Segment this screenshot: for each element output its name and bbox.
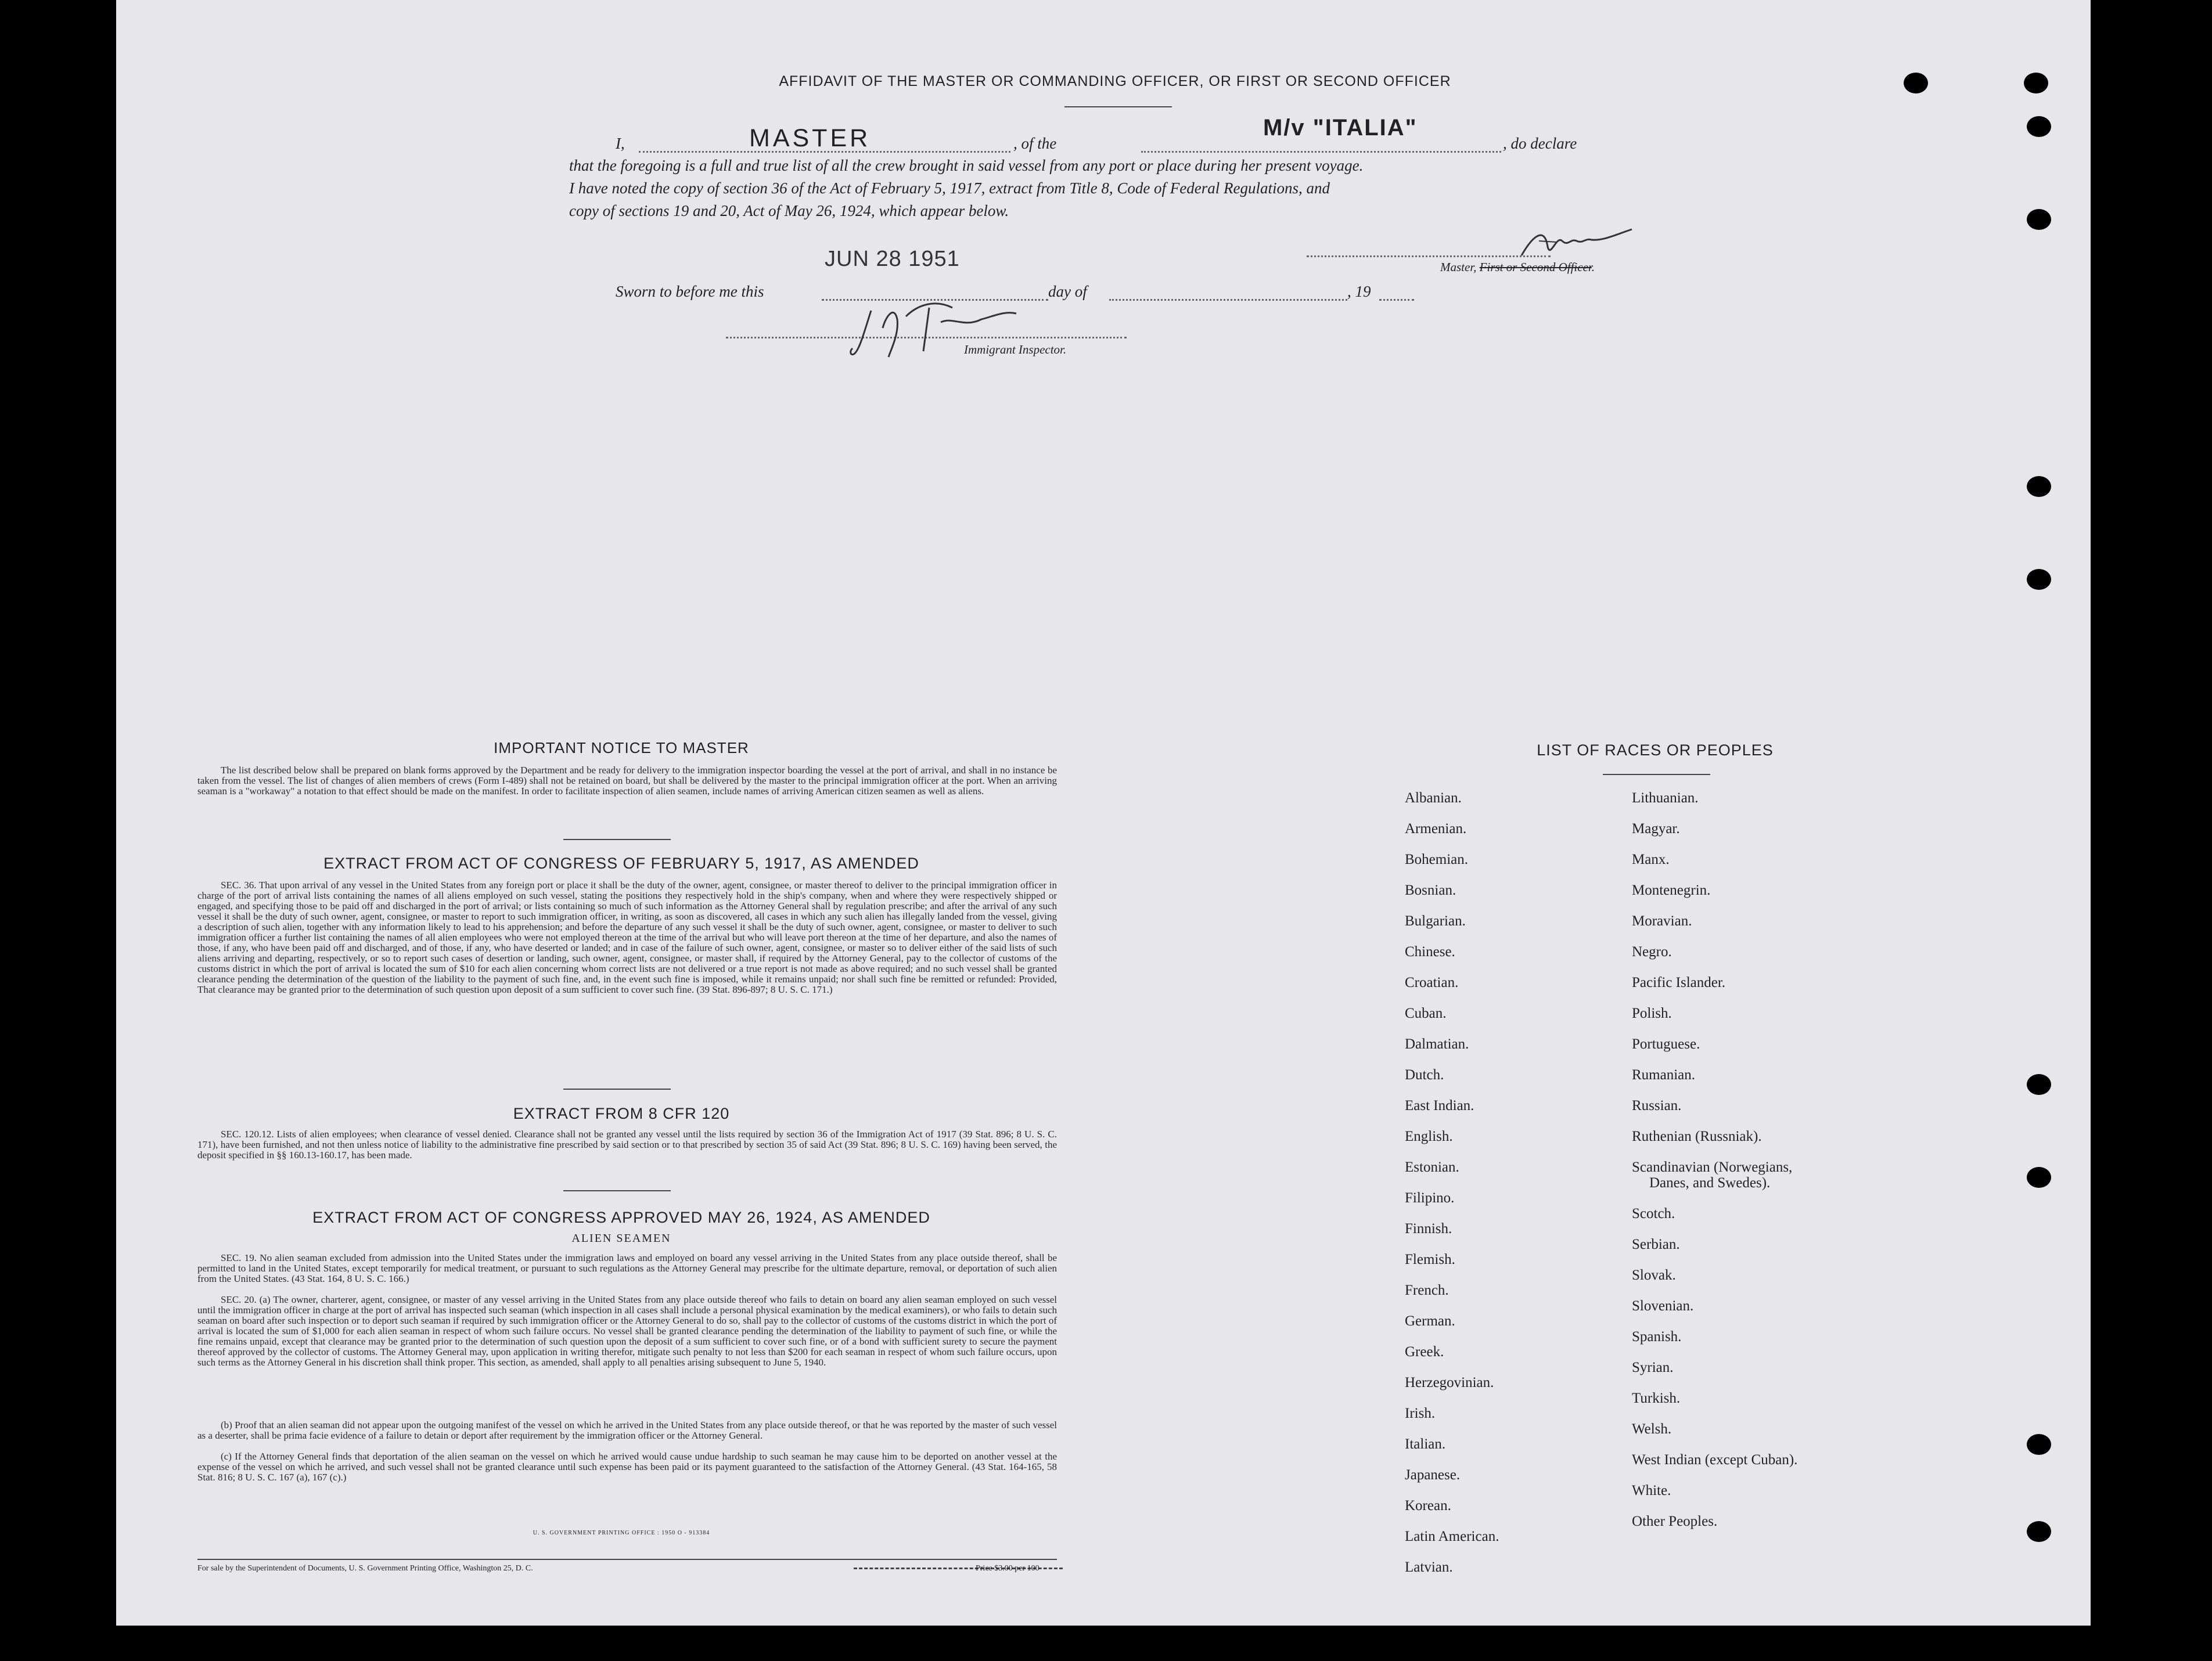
races-title: LIST OF RACES OR PEOPLES xyxy=(1537,741,1774,759)
declaration-line-3: I have noted the copy of section 36 of the Act of February 5, 1917, extract from Title 8, Code of Federal Regulations, and xyxy=(569,179,1330,197)
race-item: Welsh. xyxy=(1632,1421,1672,1437)
race-item: Bosnian. xyxy=(1405,882,1456,898)
punch-hole xyxy=(2027,1521,2051,1542)
races-column-1 xyxy=(1405,783,1499,1583)
race-item: Japanese. xyxy=(1405,1467,1461,1483)
notice-title: IMPORTANT NOTICE TO MASTER xyxy=(494,739,749,756)
race-item: German. xyxy=(1405,1313,1455,1329)
race-item: Scotch. xyxy=(1632,1206,1675,1222)
race-item: Other Peoples. xyxy=(1632,1514,1718,1529)
race-item: Latin American. xyxy=(1405,1529,1499,1544)
race-item: Albanian. xyxy=(1405,790,1462,806)
act-1917-title: EXTRACT FROM ACT OF CONGRESS OF FEBRUARY 5, 1917, AS AMENDED xyxy=(323,855,919,872)
race-item: Flemish. xyxy=(1405,1252,1455,1267)
race-item: Greek. xyxy=(1405,1344,1444,1360)
notice-text: The list described below shall be prepared on blank forms approved by the Department and be ready for delivery to the immigration inspector boarding the vessel at the port of arrival, and shall in no instance be taken from the vessel. The list of changes of alien members of crews (Form I-489) shall not be retained on board, but shall be delivered by the master to the principal immigration officer at the port. When an arriving seaman is a "workaway" a notation to that effect should be made on the manifest. In order to facilitate inspection of alien seamen, include names of arriving American citizen seamen as well as aliens. xyxy=(197,765,1057,797)
race-item: Rumanian. xyxy=(1632,1067,1696,1083)
divider xyxy=(563,1190,671,1191)
declaration-line-2: that the foregoing is a full and true list of all the crew brought in said vessel from any port or place during her present voyage. xyxy=(569,157,1364,174)
race-item: West Indian (except Cuban). xyxy=(1632,1452,1798,1468)
race-item: Magyar. xyxy=(1632,821,1680,837)
race-item: Dalmatian. xyxy=(1405,1036,1469,1052)
race-item: Herzegovinian. xyxy=(1405,1375,1494,1390)
races-column-2 xyxy=(1632,783,1797,1537)
race-item: Filipino. xyxy=(1405,1190,1455,1206)
race-item: Pacific Islander. xyxy=(1632,975,1726,990)
race-item: Spanish. xyxy=(1632,1329,1682,1345)
race-item: Cuban. xyxy=(1405,1006,1447,1021)
alien-seamen-heading: ALIEN SEAMEN xyxy=(571,1232,671,1245)
race-item: Danes, and Swedes). xyxy=(1649,1175,1771,1191)
race-item: Irish. xyxy=(1405,1406,1436,1421)
punch-hole xyxy=(2024,73,2048,93)
printing-office-note: U. S. GOVERNMENT PRINTING OFFICE : 1950 O - 913384 xyxy=(533,1530,710,1536)
race-item: Syrian. xyxy=(1632,1360,1674,1375)
footer-sale-note: For sale by the Superintendent of Documents, U. S. Government Printing Office, Washington 25, D. C. xyxy=(197,1564,533,1573)
punch-hole xyxy=(2027,1074,2051,1095)
race-item: English. xyxy=(1405,1129,1453,1144)
vessel-name: M/v "ITALIA" xyxy=(1263,115,1418,140)
race-item: Montenegrin. xyxy=(1632,882,1711,898)
date-stamp: JUN 28 1951 xyxy=(825,247,960,271)
master-label xyxy=(1440,260,1595,275)
inspector-label: Immigrant Inspector. xyxy=(964,343,1067,356)
footer-price: Price $3.00 per 100 xyxy=(976,1564,1040,1573)
section-36-text: SEC. 36. That upon arrival of any vessel in the United States from any foreign port or place it shall be the duty of the owner, agent, consignee, or master thereof to deliver to the principal immigration officer in charge of the port of arrival lists containing the names of all aliens employed on such vessel, stating the positions they respectively hold in the ship's company, when and where they were respectively shipped or engaged, and specifying those to be paid off and discharged in the port of arrival; or lists containing so much of such information as the Attorney General shall by regulation prescribe; and after the arrival of any such vessel it shall be the duty of such owner, agent, consignee, or master to report to such immigration officer, in writing, as soon as discovered, all cases in which any such alien has illegally landed from the vessel, giving a description of such alien, together with any information likely to lead to his apprehension; and before the departure of any such vessel it shall be the duty of such owner, agent, consignee, or master to deliver to such immigration officer a further list containing the names of all alien employees who were not employed thereon at the time of the arrival but who will leave port thereon at the time of her departure, and also the names of those, if any, who have been paid off and discharged, and of those, if any, who have deserted or landed; and in case of the failure of such owner, agent, consignee, or master so to deliver either of the said lists of such aliens arriving and departing, respectively, or so to report such cases of desertion or landing, such owner, agent, consignee, or master shall, if required by the Attorney General, pay to the collector of customs of the customs district in which the port of arrival is located the sum of $10 for each alien concerning whom correct lists are not delivered or a true report is not made as above required; and no such vessel shall be granted clearance pending the determination of the question of the liability to the payment of such fine, and, in the event such fine is imposed, while it remains unpaid; nor shall such fine be remitted or refunded: Provided, That clearance may be granted prior to the determination of such question upon deposit of a sum sufficient to cover such fine. (39 Stat. 896-897; 8 U. S. C. 171.) xyxy=(197,880,1057,995)
section-20c-text: (c) If the Attorney General finds that deportation of the alien seaman on the vessel on which he arrived would cause undue hardship to such seaman he may cause him to be deported on another vessel at the expense of the vessel on which he arrived, and such vessel shall not be granted clearance until such expense has been paid or its payment guaranteed to the satisfaction of the Attorney General. (43 Stat. 164-165, 58 Stat. 816; 8 U. S. C. 167 (a), 167 (c).) xyxy=(197,1451,1057,1483)
race-item: Korean. xyxy=(1405,1498,1451,1514)
document-sheet xyxy=(116,0,2091,1626)
divider xyxy=(563,839,671,840)
section-20b-text: (b) Proof that an alien seaman did not appear upon the outgoing manifest of the vessel on which he arrived in the United States from any place outside thereof, or that he was reported by the master of such vessel as a deserter, shall be prima facie evidence of a failure to detain or deport after requirement by the immigration officer or the Attorney General. xyxy=(197,1419,1057,1441)
vessel-line xyxy=(1141,151,1501,153)
race-item: Turkish. xyxy=(1632,1390,1681,1406)
divider xyxy=(563,1089,671,1090)
do-declare-text: , do declare xyxy=(1503,135,1577,152)
master-signature xyxy=(1516,224,1638,264)
race-item: Croatian. xyxy=(1405,975,1459,990)
declaration-line-4: copy of sections 19 and 20, Act of May 26, 1924, which appear below. xyxy=(569,202,1009,219)
cfr-text: SEC. 120.12. Lists of alien employees; when clearance of vessel denied. Clearance shall not be granted any vessel until the lists required by section 36 of the Immigration Act of 1917 (39 Stat. 896; 8 U. S. C. 171), have been furnished, and not then unless notice of liability to the administrative fine prescribed by said section or to that prescribed by section 35 of said Act (39 Stat. 896; 8 U. S. C. 169) having been served, the deposit specified in §§ 160.13-160.17, has been made. xyxy=(197,1129,1057,1161)
act-1924-title: EXTRACT FROM ACT OF CONGRESS APPROVED MAY 26, 1924, AS AMENDED xyxy=(312,1209,930,1226)
section-19-text: SEC. 19. No alien seaman excluded from admission into the United States under the immigration laws and employed on board any vessel arriving in the United States from any place outside thereof, shall be permitted to land in the United States, except temporarily for medical treatment, or pursuant to such regulations as the Attorney General may prescribe for the ultimate departure, removal, or deportation of such alien from the United States. (43 Stat. 164, 8 U. S. C. 166.) xyxy=(197,1252,1057,1284)
race-item: Armenian. xyxy=(1405,821,1467,837)
year-prefix: , 19 xyxy=(1347,283,1371,300)
race-item: Chinese. xyxy=(1405,944,1455,960)
sworn-text: Sworn to before me this xyxy=(616,283,764,300)
race-item: Manx. xyxy=(1632,852,1670,867)
punch-hole xyxy=(1904,73,1928,93)
race-item: French. xyxy=(1405,1282,1449,1298)
master-struck-text: First or Second Officer xyxy=(1479,260,1592,274)
section-20a-text: SEC. 20. (a) The owner, charterer, agent, consignee, or master of any vessel arriving in the United States from any place outside thereof who fails to detain on board any alien seaman employed on such vessel until the immigration officer in charge at the port of arrival has inspected such seaman (which inspection in all cases shall include a personal physical examination by the medical examiners), or who fails to detain such seaman on board after such inspection or to deport such seaman if required by such immigration officer or the Attorney General to do so, shall pay to the collector of customs of the customs district in which the port of arrival is located the sum of $1,000 for each alien seaman in respect of whom such failure occurs. No vessel shall be granted clearance pending the determination of the liability to payment of such fine, or while the fine remains unpaid, except that clearance may be granted prior to the determination of such question upon the deposit of a sum sufficient to cover such fine, or of a bond with sufficient surety to secure the payment thereof approved by the collector of customs. The Attorney General may, upon application in writing therefor, mitigate such penalty to not less than $200 for each seaman in respect of whom such failure occurs, upon such terms as the Attorney General in his discretion shall think proper. This section, as amended, shall apply to all penalties arising subsequent to June 5, 1940. xyxy=(197,1294,1057,1368)
master-label-a: Master, xyxy=(1440,260,1480,274)
race-item: Portuguese. xyxy=(1632,1036,1700,1052)
punch-hole xyxy=(2027,569,2051,590)
race-item: Slovenian. xyxy=(1632,1298,1694,1314)
affidavit-heading: AFFIDAVIT OF THE MASTER OR COMMANDING OFFICER, OR FIRST OR SECOND OFFICER xyxy=(779,73,1451,89)
of-the-text: , of the xyxy=(1013,135,1057,152)
cfr-title: EXTRACT FROM 8 CFR 120 xyxy=(513,1105,730,1122)
footer-rule xyxy=(197,1559,1057,1560)
race-item: Negro. xyxy=(1632,944,1672,960)
race-item: East Indian. xyxy=(1405,1098,1474,1114)
race-item: Moravian. xyxy=(1632,913,1692,929)
race-item: Estonian. xyxy=(1405,1159,1459,1175)
race-item: Dutch. xyxy=(1405,1067,1444,1083)
affidavit-i: I, xyxy=(616,135,625,152)
officer-title: MASTER xyxy=(749,124,871,152)
day-of-text: day of xyxy=(1048,283,1087,300)
master-signature-line xyxy=(1307,255,1551,257)
punch-hole xyxy=(2027,1434,2051,1455)
race-item: Ruthenian (Russniak). xyxy=(1632,1129,1762,1144)
race-item: Bohemian. xyxy=(1405,852,1469,867)
race-item: Finnish. xyxy=(1405,1221,1452,1237)
race-item: Scandinavian (Norwegians, xyxy=(1632,1159,1793,1175)
race-item: Slovak. xyxy=(1632,1267,1676,1283)
punch-hole xyxy=(2027,1167,2051,1188)
race-item: White. xyxy=(1632,1483,1671,1498)
race-item: Serbian. xyxy=(1632,1237,1680,1252)
master-label-b: . xyxy=(1591,260,1595,274)
race-item: Russian. xyxy=(1632,1098,1682,1114)
punch-hole xyxy=(2027,476,2051,497)
race-item: Polish. xyxy=(1632,1006,1672,1021)
race-item: Italian. xyxy=(1405,1436,1446,1452)
heading-rule xyxy=(1064,106,1172,107)
sworn-year-line xyxy=(1379,299,1414,301)
sworn-month-line xyxy=(1109,299,1347,301)
races-rule xyxy=(1603,774,1710,775)
race-item: Latvian. xyxy=(1405,1559,1453,1575)
race-item: Bulgarian. xyxy=(1405,913,1466,929)
punch-hole xyxy=(2027,209,2051,230)
punch-hole xyxy=(2027,116,2051,137)
race-item: Lithuanian. xyxy=(1632,790,1699,806)
